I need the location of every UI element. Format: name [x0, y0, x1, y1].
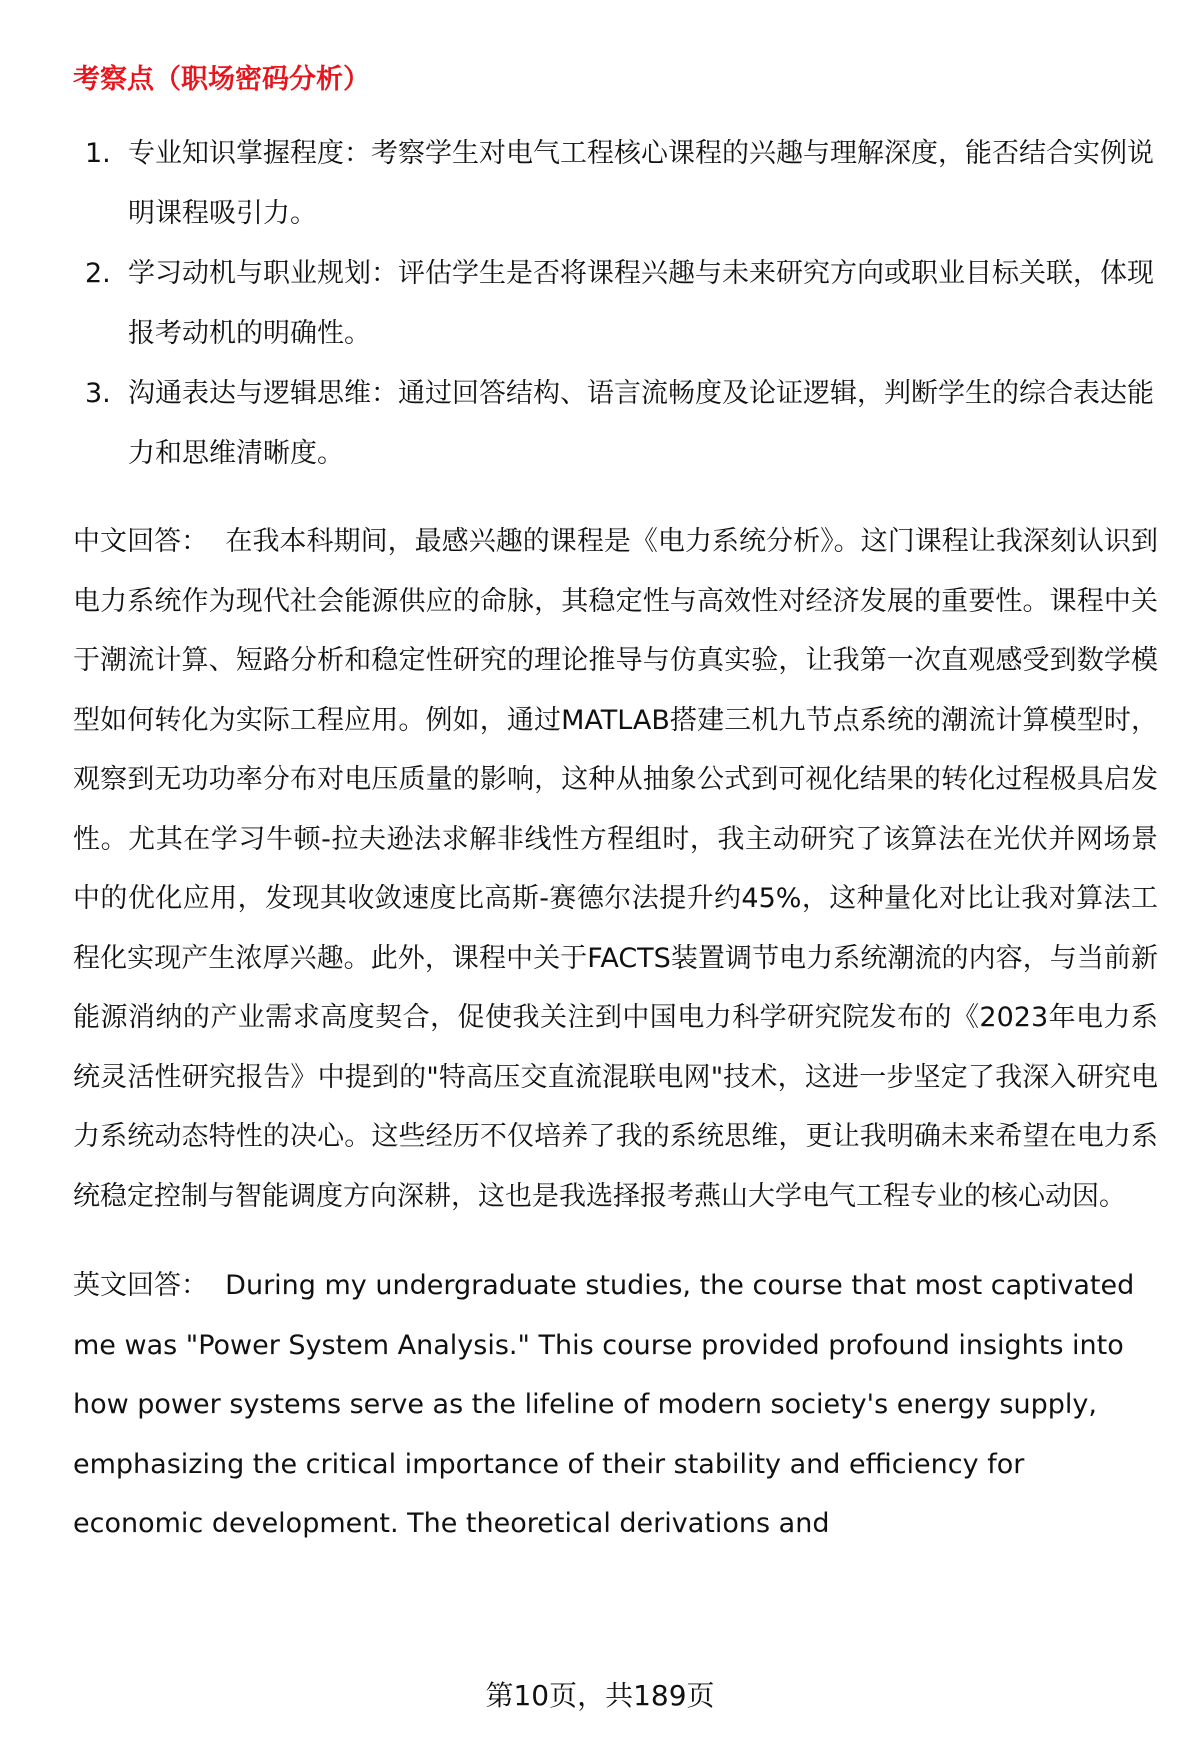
english-answer [73, 1256, 1158, 1554]
list-number: 3. [85, 378, 111, 409]
list-number: 2. [85, 258, 111, 289]
list-number: 1. [85, 138, 111, 169]
chinese-answer [73, 512, 1158, 1226]
document-page [73, 58, 1158, 1554]
list-text: 沟通表达与逻辑思维：通过回答结构、语言流畅度及论证逻辑，判断学生的综合表达能力和思维清晰度。 [128, 378, 1154, 469]
list-item [73, 244, 1158, 364]
assessment-points-list [73, 124, 1158, 484]
list-item [73, 124, 1158, 244]
chinese-answer-label: 中文回答： [73, 526, 209, 557]
section-title: 考察点（职场密码分析） [73, 64, 370, 95]
english-answer-text: During my undergraduate studies, the course that most captivated me was "Power System Analysis." This course provided profound insights into how power systems serve as the lifeline of modern society's energy supply, emphasizing the critical importance of their stability and efficiency for economic development. The theoretical derivations and [73, 1270, 1135, 1539]
list-item [73, 364, 1158, 484]
list-text: 专业知识掌握程度：考察学生对电气工程核心课程的兴趣与理解深度，能否结合实例说明课程吸引力。 [128, 138, 1154, 229]
page-number-footer: 第10页，共189页 [485, 1679, 715, 1712]
english-answer-label: 英文回答： [73, 1270, 208, 1301]
chinese-answer-text: 在我本科期间，最感兴趣的课程是《电力系统分析》。这门课程让我深刻认识到电力系统作为现代社会能源供应的命脉，其稳定性与高效性对经济发展的重要性。课程中关于潮流计算、短路分析和稳定性研究的理论推导与仿真实验，让我第一次直观感受到数学模型如何转化为实际工程应用。例如，通过MATLAB搭建三机九节点系统的潮流计算模型时，观察到无功功率分布对电压质量的影响，这种从抽象公式到可视化结果的转化过程极具启发性。尤其在学习牛顿-拉夫逊法求解非线性方程组时，我主动研究了该算法在光伏并网场景中的优化应用，发现其收敛速度比高斯-赛德尔法提升约45%，这种量化对比让我对算法工程化实现产生浓厚兴趣。此外，课程中关于FACTS装置调节电力系统潮流的内容，与当前新能源消纳的产业需求高度契合，促使我关注到中国电力科学研究院发布的《2023年电力系统灵活性研究报告》中提到的"特高压交直流混联电网"技术，这进一步坚定了我深入研究电力系统动态特性的决心。这些经历不仅培养了我的系统思维，更让我明确未来希望在电力系统稳定控制与智能调度方向深耕，这也是我选择报考燕山大学电气工程专业的核心动因。 [73, 526, 1159, 1212]
list-text: 学习动机与职业规划：评估学生是否将课程兴趣与未来研究方向或职业目标关联，体现报考动机的明确性。 [128, 258, 1154, 349]
